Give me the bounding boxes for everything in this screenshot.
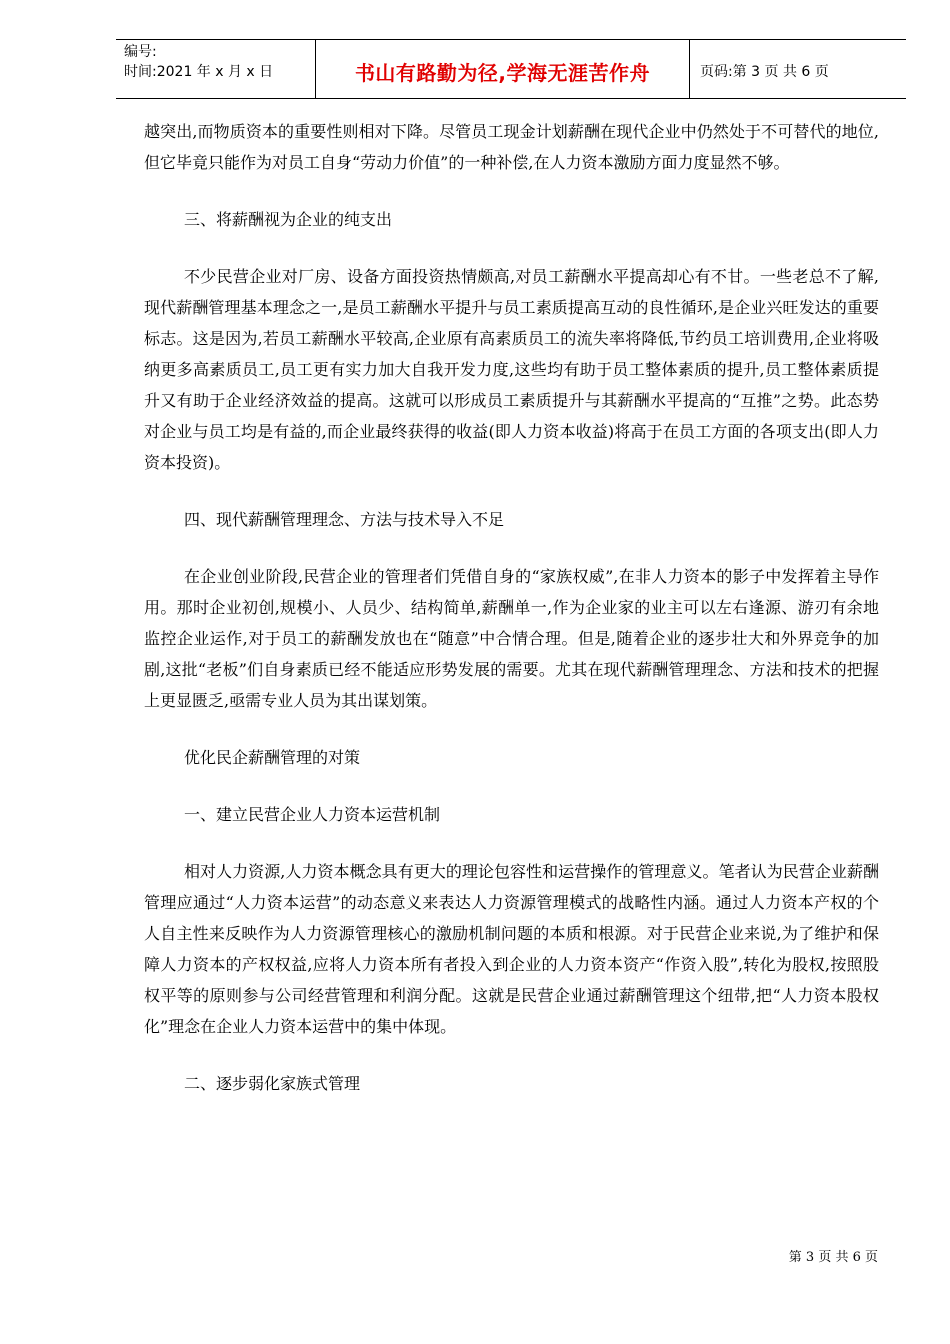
document-body [144, 116, 879, 1099]
section-heading-1: 一、建立民营企业人力资本运营机制 [184, 805, 441, 824]
page-header [116, 39, 906, 99]
paragraph-continuation: 越突出,而物质资本的重要性则相对下降。尽管员工现金计划薪酬在现代企业中仍然处于不可替代的地位,但它毕竟只能作为对员工自身“劳动力价值”的一种补偿,在人力资本激励方面力度显然不够。 [144, 122, 879, 172]
paragraph: 不少民营企业对厂房、设备方面投资热情颇高,对员工薪酬水平提高却心有不甘。一些老总不了解,现代薪酬管理基本理念之一,是员工薪酬水平提升与员工素质提高互动的良性循环,是企业兴旺发达的重要标志。这是因为,若员工薪酬水平较高,企业原有高素质员工的流失率将降低,节约员工培训费用,企业将吸纳更多高素质员工,员工更有实力加大自我开发力度,这些均有助于员工整体素质的提升,员工整体素质提升又有助于企业经济效益的提高。这就可以形成员工素质提升与其薪酬水平提高的“互推”之势。此态势对企业与员工均是有益的,而企业最终获得的收益(即人力资本收益)将高于在员工方面的各项支出(即人力资本投资)。 [144, 267, 879, 472]
header-page-number: 页码:第 3 页 共 6 页 [700, 64, 829, 80]
page-footer: 第 3 页 共 6 页 [788, 1250, 878, 1265]
header-meta [116, 40, 316, 98]
number-label: 编号: [124, 44, 157, 60]
paragraph: 相对人力资源,人力资本概念具有更大的理论包容性和运营操作的管理意义。笔者认为民营企业薪酬管理应通过“人力资本运营”的动态意义来表达人力资源管理模式的战略性内涵。通过人力资本产权的个人自主性来反映作为人力资源管理核心的激励机制问题的本质和根源。对于民营企业来说,为了维护和保障人力资本的产权权益,应将人力资本所有者投入到企业的人力资本资产“作资入股”,转化为股权,按照股权平等的原则参与公司经营管理和利润分配。这就是民营企业通过薪酬管理这个纽带,把“人力资本股权化”理念在企业人力资本运营中的集中体现。 [144, 862, 879, 1036]
section-heading-4: 四、现代薪酬管理理念、方法与技术导入不足 [184, 510, 505, 529]
section-heading-3: 三、将薪酬视为企业的纯支出 [184, 210, 393, 229]
header-motto: 书山有路勤为径,学海无涯苦作舟 [316, 40, 690, 98]
time-label: 时间:2021 年 x 月 x 日 [124, 64, 274, 80]
section-heading-2: 二、逐步弱化家族式管理 [184, 1074, 361, 1093]
section-heading-countermeasures: 优化民企薪酬管理的对策 [184, 748, 361, 767]
paragraph: 在企业创业阶段,民营企业的管理者们凭借自身的“家族权威”,在非人力资本的影子中发挥着主导作用。那时企业初创,规模小、人员少、结构简单,薪酬单一,作为企业家的业主可以左右逢源、游刃有余地监控企业运作,对于员工的薪酬发放也在“随意”中合情合理。但是,随着企业的逐步壮大和外界竞争的加剧,这批“老板”们自身素质已经不能适应形势发展的需要。尤其在现代薪酬管理理念、方法和技术的把握上更显匮乏,亟需专业人员为其出谋划策。 [144, 567, 879, 710]
